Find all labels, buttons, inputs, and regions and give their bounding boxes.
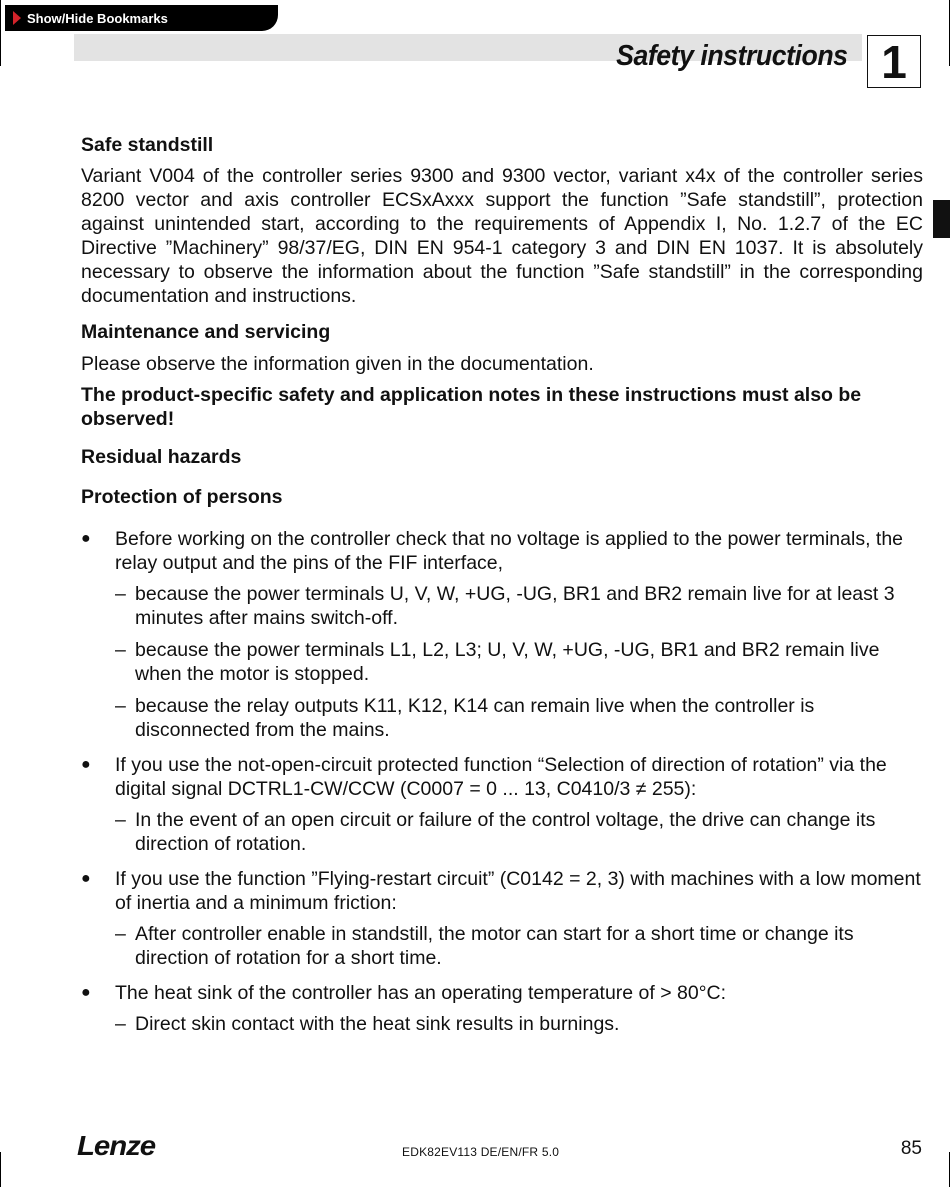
heading-maintenance: Maintenance and servicing bbox=[81, 321, 331, 343]
crop-mark-top-left bbox=[0, 0, 1, 66]
bullet-text: If you use the function ”Flying-restart circuit” (C0142 = 2, 3) with machines with a low moment of inertia and a minimum friction: bbox=[115, 868, 921, 914]
product-safety-note: The product-specific safety and application notes in these instructions must also be observed! bbox=[81, 384, 862, 430]
bookmarks-button-label: Show/Hide Bookmarks bbox=[27, 10, 168, 26]
sub-item-text: Direct skin contact with the heat sink results in burnings. bbox=[135, 1013, 620, 1035]
heading-safe-standstill: Safe standstill bbox=[81, 134, 214, 156]
dash-marker: – bbox=[115, 639, 126, 661]
page-title: Safety instructions bbox=[616, 40, 848, 72]
list-item bbox=[81, 527, 923, 575]
bullet-text: The heat sink of the controller has an operating temperature of > 80°C: bbox=[115, 982, 727, 1004]
bullet-marker: ● bbox=[81, 756, 91, 773]
bullet-list bbox=[81, 527, 923, 1036]
list-item bbox=[81, 981, 923, 1005]
dash-marker: – bbox=[115, 809, 126, 831]
bullet-text: Before working on the controller check that no voltage is applied to the power terminals, the relay output and the pins of the FIF interface, bbox=[115, 528, 904, 574]
triangle-right-icon bbox=[13, 11, 21, 25]
bullet-text: If you use the not-open-circuit protected function “Selection of direction of rotation” via the digital signal DCTRL1-CW/CCW (C0007 = 0 ... 13, C0410/3 ≠ 255): bbox=[115, 754, 887, 800]
list-item bbox=[81, 753, 923, 801]
list-sub-item bbox=[81, 1012, 923, 1036]
document-id: EDK82EV113 DE/EN/FR 5.0 bbox=[402, 1145, 560, 1159]
list-item bbox=[81, 867, 923, 915]
sub-item-text: In the event of an open circuit or failure of the control voltage, the drive can change its direction of rotation. bbox=[135, 809, 876, 855]
sub-item-text: because the relay outputs K11, K12, K14 can remain live when the controller is disconnected from the mains. bbox=[135, 695, 815, 741]
list-sub-item bbox=[81, 582, 923, 630]
chapter-tab-marker bbox=[933, 200, 950, 238]
dash-marker: – bbox=[115, 1013, 126, 1035]
safe-standstill-paragraph: Variant V004 of the controller series 9300 and 9300 vector, variant x4x of the controller series 8200 vector and axis controller ECSxAxxx support the function ”Safe standstill”, protection against unintended start, according to the requirements of Appendix I, No. 1.2.7 of the EC Directive ”Machinery” 98/37/EG, DIN EN 954-1 category 3 and DIN EN 1037. It is absolutely necessary to observe the information about the function ”Safe standstill” in the corresponding documentation and instructions. bbox=[81, 165, 923, 307]
list-sub-item bbox=[81, 638, 923, 686]
dash-marker: – bbox=[115, 923, 126, 945]
page-content bbox=[81, 133, 923, 1036]
dash-marker: – bbox=[115, 695, 126, 717]
heading-residual-hazards: Residual hazards bbox=[81, 446, 242, 468]
bullet-marker: ● bbox=[81, 530, 91, 547]
sub-item-text: After controller enable in standstill, the motor can start for a short time or change its direction of rotation for a short time. bbox=[135, 923, 854, 969]
list-sub-item bbox=[81, 694, 923, 742]
list-sub-item bbox=[81, 922, 923, 970]
bullet-marker: ● bbox=[81, 870, 91, 887]
show-hide-bookmarks-button[interactable] bbox=[5, 5, 278, 31]
crop-mark-bottom-left bbox=[0, 1152, 1, 1187]
bullet-marker: ● bbox=[81, 984, 91, 1001]
sub-item-text: because the power terminals U, V, W, +UG, -UG, BR1 and BR2 remain live for at least 3 minutes after mains switch-off. bbox=[135, 583, 895, 629]
dash-marker: – bbox=[115, 583, 126, 605]
maintenance-paragraph: Please observe the information given in the documentation. bbox=[81, 353, 594, 375]
chapter-number: 1 bbox=[867, 35, 921, 88]
page-number: 85 bbox=[900, 1138, 922, 1159]
heading-protection-of-persons: Protection of persons bbox=[81, 486, 283, 508]
lenze-logo: Lenze bbox=[77, 1130, 156, 1161]
sub-item-text: because the power terminals L1, L2, L3; U, V, W, +UG, -UG, BR1 and BR2 remain live when the motor is stopped. bbox=[135, 639, 880, 685]
list-sub-item bbox=[81, 808, 923, 856]
